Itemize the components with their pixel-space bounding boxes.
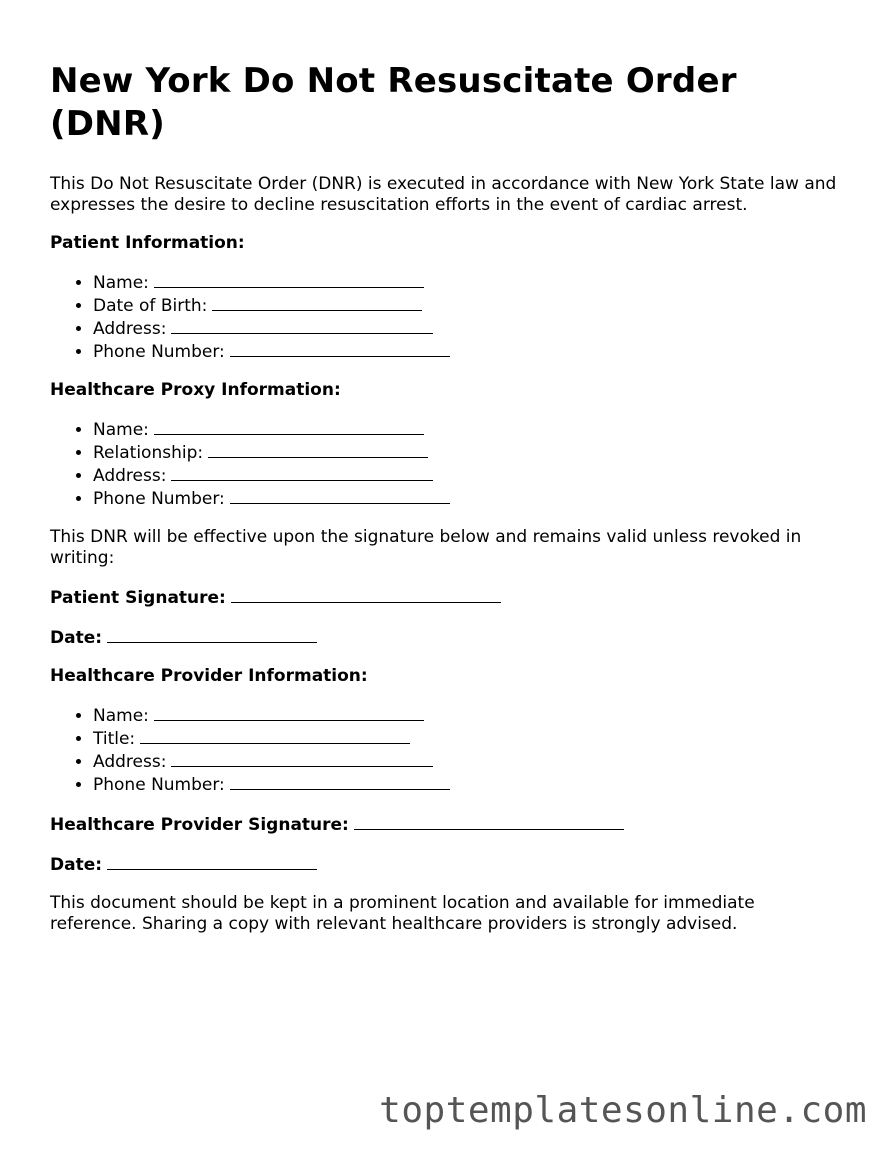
blank-line <box>354 813 624 830</box>
closing-paragraph: This document should be kept in a prominent location and available for immediate reference. Sharing a copy with relevant healthcare providers is strongly advised. <box>50 893 755 934</box>
field-label: Address: <box>93 466 167 486</box>
blank-line <box>107 626 317 643</box>
provider-info-list <box>50 704 840 796</box>
patient-info-heading: Patient Information: <box>50 233 245 253</box>
field-label: Relationship: <box>93 443 204 463</box>
field-label: Name: <box>93 273 149 293</box>
document-page <box>50 60 840 952</box>
field-label: Address: <box>93 319 167 339</box>
list-item <box>93 487 840 510</box>
list-item <box>93 773 840 796</box>
blank-line <box>231 586 501 603</box>
patient-info-list <box>50 271 840 363</box>
blank-line <box>154 271 424 288</box>
blank-line <box>107 853 317 870</box>
list-item <box>93 441 840 464</box>
intro-paragraph: This Do Not Resuscitate Order (DNR) is executed in accordance with New York State law and expresses the desire to decline resuscitation efforts in the event of cardiac arrest. <box>50 174 837 215</box>
blank-line <box>154 704 424 721</box>
field-label: Date of Birth: <box>93 296 208 316</box>
blank-line <box>208 441 428 458</box>
list-item <box>93 340 840 363</box>
field-label: Phone Number: <box>93 775 225 795</box>
document-title: New York Do Not Resuscitate Order (DNR) <box>50 61 737 144</box>
blank-line <box>212 294 422 311</box>
patient-signature-label: Patient Signature: <box>50 588 226 608</box>
provider-info-heading: Healthcare Provider Information: <box>50 666 368 686</box>
list-item <box>93 271 840 294</box>
proxy-info-heading: Healthcare Proxy Information: <box>50 380 341 400</box>
list-item <box>93 294 840 317</box>
field-label: Phone Number: <box>93 342 225 362</box>
field-label: Phone Number: <box>93 489 225 509</box>
blank-line <box>230 773 450 790</box>
provider-date-line <box>50 853 840 876</box>
blank-line <box>230 340 450 357</box>
list-item <box>93 317 840 340</box>
blank-line <box>171 464 433 481</box>
field-label: Name: <box>93 420 149 440</box>
field-label: Address: <box>93 752 167 772</box>
blank-line <box>140 727 410 744</box>
date-label: Date: <box>50 628 103 648</box>
list-item <box>93 750 840 773</box>
list-item <box>93 418 840 441</box>
date-label: Date: <box>50 855 103 875</box>
list-item <box>93 727 840 750</box>
field-label: Name: <box>93 706 149 726</box>
blank-line <box>154 418 424 435</box>
effective-paragraph: This DNR will be effective upon the signature below and remains valid unless revoked in writing: <box>50 527 802 568</box>
provider-signature-label: Healthcare Provider Signature: <box>50 815 349 835</box>
patient-date-line <box>50 626 840 649</box>
list-item <box>93 464 840 487</box>
provider-signature-line <box>50 813 840 836</box>
proxy-info-list <box>50 418 840 510</box>
patient-signature-line <box>50 586 840 609</box>
blank-line <box>230 487 450 504</box>
field-label: Title: <box>93 729 136 749</box>
blank-line <box>171 317 433 334</box>
watermark-text: toptemplatesonline.com <box>379 1090 867 1131</box>
list-item <box>93 704 840 727</box>
blank-line <box>171 750 433 767</box>
